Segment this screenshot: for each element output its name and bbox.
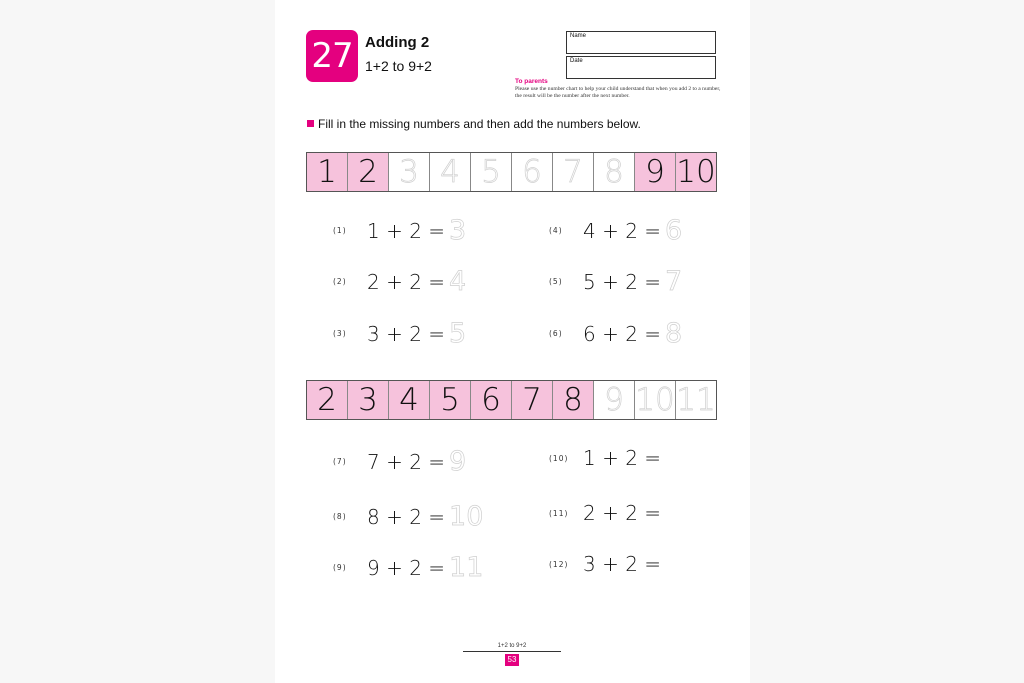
chart2-cell: 2 (307, 381, 348, 419)
problem-expression: 7 + 2 = (367, 449, 446, 474)
problem-row (549, 552, 705, 576)
chart1-cell[interactable]: 8 (594, 153, 635, 191)
lesson-number-badge: 27 (306, 30, 358, 82)
problem-number: (7) (333, 457, 347, 466)
problem-row (549, 501, 705, 525)
problem-expression: 1 + 2 = (367, 218, 446, 243)
answer-field[interactable]: 9 (449, 446, 467, 477)
problem-number: (6) (549, 329, 563, 338)
problem-row (333, 266, 489, 297)
problem-expression: 3 + 2 = (367, 321, 446, 346)
problem-row (333, 318, 489, 349)
problem-row (549, 266, 705, 297)
problem-number: (2) (333, 277, 347, 286)
chart1-cell: 10 (676, 154, 716, 190)
chart1-cell: 2 (348, 153, 389, 191)
problem-expression: 6 + 2 = (583, 321, 662, 346)
answer-field[interactable]: 7 (665, 266, 683, 297)
chart2-cell: 6 (471, 381, 512, 419)
date-label: Date (570, 58, 583, 64)
date-field[interactable] (566, 56, 716, 79)
problem-expression: 2 + 2 = (367, 269, 446, 294)
problem-row (549, 318, 705, 349)
chart2-cell: 5 (430, 381, 471, 419)
problem-number: (9) (333, 563, 347, 572)
chart2-cell[interactable]: 10 (635, 382, 675, 418)
problem-row (333, 552, 489, 583)
problem-number: (5) (549, 277, 563, 286)
problem-expression: 5 + 2 = (583, 269, 662, 294)
chart2-cell[interactable]: 9 (594, 381, 635, 419)
answer-field[interactable]: 4 (449, 266, 467, 297)
problem-expression: 9 + 2 = (367, 555, 446, 580)
problem-expression: 8 + 2 = (367, 504, 446, 529)
page-number: 53 (505, 654, 519, 666)
chart2-cell: 8 (553, 381, 594, 419)
chart2-cell: 3 (348, 381, 389, 419)
answer-field[interactable]: 8 (665, 318, 683, 349)
problem-row (333, 446, 489, 477)
chart1-cell: 1 (307, 153, 348, 191)
chart1-cell: 9 (635, 153, 676, 191)
instruction-text: Fill in the missing numbers and then add the numbers below. (318, 117, 641, 131)
instruction (307, 117, 641, 131)
chart2-cell: 7 (512, 381, 553, 419)
problem-number: (10) (549, 453, 569, 463)
chart1-cell[interactable]: 3 (389, 153, 430, 191)
answer-field[interactable]: 11 (449, 552, 484, 583)
problem-number: (12) (549, 559, 569, 569)
name-field[interactable] (566, 31, 716, 54)
parents-heading: To parents (515, 78, 548, 85)
answer-field[interactable]: 6 (665, 215, 683, 246)
problem-number: (3) (333, 329, 347, 338)
chart2-cell: 4 (389, 381, 430, 419)
bullet-square-icon (307, 120, 314, 127)
parents-note: Please use the number chart to help your child understand that when you add 2 to a number, the result will be the number after the next number. (515, 86, 721, 99)
footer-range: 1+2 to 9+2 (497, 643, 527, 649)
lesson-subtitle: 1+2 to 9+2 (365, 58, 432, 74)
chart1-cell[interactable]: 4 (430, 153, 471, 191)
problem-row (549, 446, 705, 470)
problem-number: (11) (549, 508, 569, 518)
problem-number: (4) (549, 226, 563, 235)
name-label: Name (570, 33, 587, 39)
answer-field[interactable]: 10 (449, 501, 484, 532)
chart1-cell[interactable]: 6 (512, 153, 553, 191)
problem-number: (1) (333, 226, 347, 235)
footer-divider (463, 651, 561, 652)
lesson-title: Adding 2 (365, 34, 430, 51)
problem-row (549, 215, 705, 246)
problem-expression: 3 + 2 = (583, 552, 662, 576)
number-chart-1 (306, 152, 717, 192)
problem-number: (8) (333, 512, 347, 521)
chart1-cell[interactable]: 5 (471, 153, 512, 191)
chart1-cell[interactable]: 7 (553, 153, 594, 191)
answer-field[interactable]: 3 (449, 215, 467, 246)
answer-field[interactable]: 5 (449, 318, 467, 349)
problem-expression: 4 + 2 = (583, 218, 662, 243)
problem-row (333, 501, 489, 532)
chart2-cell[interactable]: 11 (676, 382, 716, 418)
problem-expression: 2 + 2 = (583, 501, 662, 525)
problem-row (333, 215, 489, 246)
number-chart-2 (306, 380, 717, 420)
problem-expression: 1 + 2 = (583, 446, 662, 470)
